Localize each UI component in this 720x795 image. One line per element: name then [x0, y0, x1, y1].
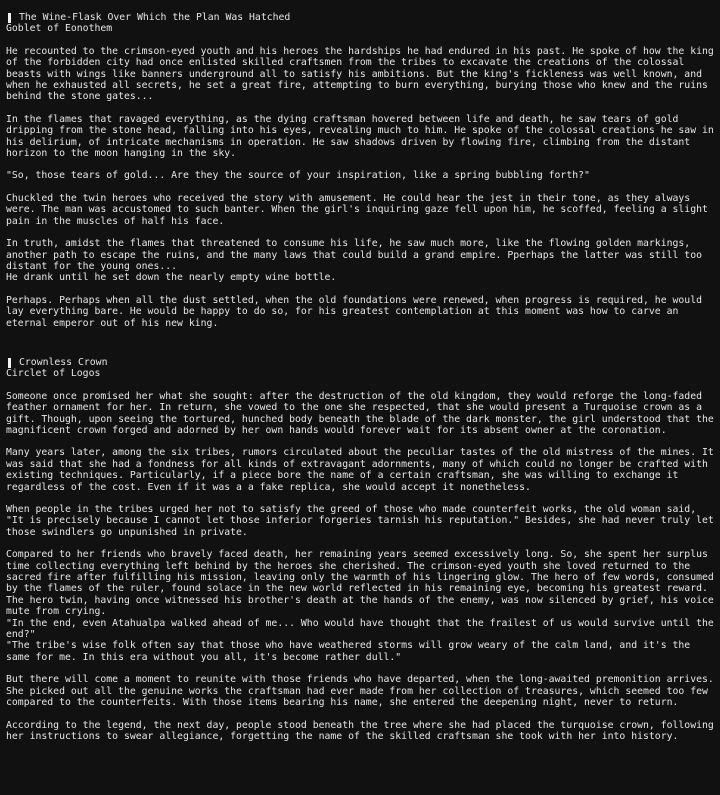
section-header: [6, 12, 714, 35]
paragraph: Someone once promised her what she sought: after the destruction of the old kingdom, they would reforge the long-faded feather ornament for her. In return, she vowed to the one she respected, that she would present a Turquoise crown as a gift. Though, upon seeing the tortured, hunched body beneath the blade of the dark monster, the girl understood that the magnificent crown forged and adorned by her own hands would forever wait for its absent owner at the coronation.: [6, 390, 714, 436]
paragraph: Compared to her friends who bravely faced death, her remaining years seemed excessively long. So, she spent her surplus time collecting everything left behind by the heroes she cherished. The crimson-eyed youth she loved returned to the sacred fire after fulfilling his mission, leaving only the warmth of his lingering glow. The hero of few words, consumed by the flames of the ruler, found solace in the new world reflected in his remaining eye, becoming his greatest reward. The hero twin, having once witnessed his brother's death at the hands of the enemy, was now silenced by grief, his voice mute from crying.: [6, 549, 714, 618]
paragraph: In the flames that ravaged everything, as the dying craftsman hovered between life and death, he saw tears of gold dripping from the stone head, falling into his eyes, revealing much to him. He spoke of the colossal creations he saw in his delirium, of intricate mechanisms in operation. He saw shadows driven by flowing fire, climbing from the distant horizon to the moon hanging in the sky.: [6, 113, 714, 160]
paragraph: "In the end, even Atahualpa walked ahead of me... Who would have thought that the frailest of us would survive until the end?": [6, 617, 714, 641]
paragraph: In truth, amidst the flames that threatened to consume his life, he saw much more, like the flowing golden markings, another path to escape the ruins, and the many laws that could build a grand empire. Pperhaps the latter was still too distant for the young ones...: [6, 238, 702, 272]
paragraph: Many years later, among the six tribes, rumors circulated about the peculiar tastes of the old mistress of the mines. It was said that she had a fondness for all kinds of extravagant adornments, many of which could no longer be crafted with existing techniques. Particularly, if a piece bore the name of a certain craftsman, she was willing to exchange it regardless of the cost. Even if it was a a fake replica, she would accept it nonetheless.: [6, 447, 714, 493]
section-goblet: [6, 12, 714, 329]
section-title-row: [6, 357, 714, 368]
paragraph: He recounted to the crimson-eyed youth and his heroes the hardships he had endured in his past. He spoke of how the king of the forbidden city had once enlisted skilled craftsmen from the tribes to excavate the creations of the colossal beasts with wings like banners underground all to satisfy his ambitions. But the king's fickleness was well known, and when he exhausted all secrets, he set a great fire, attempting to burn everything, burying those who knew and the ruins behind the stone gates...: [6, 45, 714, 103]
bar-marker-icon: [8, 358, 11, 368]
paragraph: Perhaps. Perhaps when all the dust settled, when the old foundations were renewed, when progress is required, he would lay everything bare. He would be happy to do so, for his greatest contemplation at this moment was how to carve an eternal emperor out of his new king.: [6, 294, 702, 329]
paragraph: But there will come a moment to reunite with those friends who have departed, when the long-awaited premonition arrives. She picked out all the genuine works the craftsman had ever made from her collection of treasures, which seemed too few compared to the counterfeits. With those items bearing his name, she entered the deepening night, never to return.: [6, 674, 714, 709]
paragraph: "So, those tears of gold... Are they the source of your inspiration, like a spring bubbling forth?": [6, 170, 590, 182]
section-title: The Wine-Flask Over Which the Plan Was Hatched: [19, 12, 291, 23]
section-title: Crownless Crown: [19, 356, 108, 368]
section-header: [6, 357, 714, 380]
bar-marker-icon: [8, 13, 11, 23]
paragraph: Chuckled the twin heroes who received the story with amusement. He could hear the jest in their tone, as they always were. The man was accustomed to such banter. When the girl's inquiring gaze fell upon him, he scoffed, feeling a slight pain in the muscles of half his face.: [6, 192, 708, 227]
section-subtitle: Goblet of Eonothem: [6, 23, 113, 35]
section-title-row: [6, 12, 714, 23]
paragraph: According to the legend, the next day, people stood beneath the tree where she had placed the turquoise crown, following her instructions to swear allegiance, forgetting the name of the skilled craftsman she took with her into history.: [6, 719, 714, 742]
paragraph: He drank until he set down the nearly empty wine bottle.: [6, 272, 337, 284]
paragraph: "The tribe's wise folk often say that those who have weathered storms will grow weary of the calm land, and it's the same for me. In this era without you all, it's become rather dull.": [6, 640, 691, 663]
paragraph: When people in the tribes urged her not to satisfy the greed of those who made counterfeit works, the old woman said, "It is precisely because I cannot let those inferior forgeries tarnish his reputation." Besides, she had never truly let those swindlers go unpunished in private.: [6, 504, 714, 538]
section-body: [6, 46, 714, 329]
section-body: [6, 391, 714, 743]
section-circlet: [6, 357, 714, 742]
section-subtitle: Circlet of Logos: [6, 368, 101, 380]
